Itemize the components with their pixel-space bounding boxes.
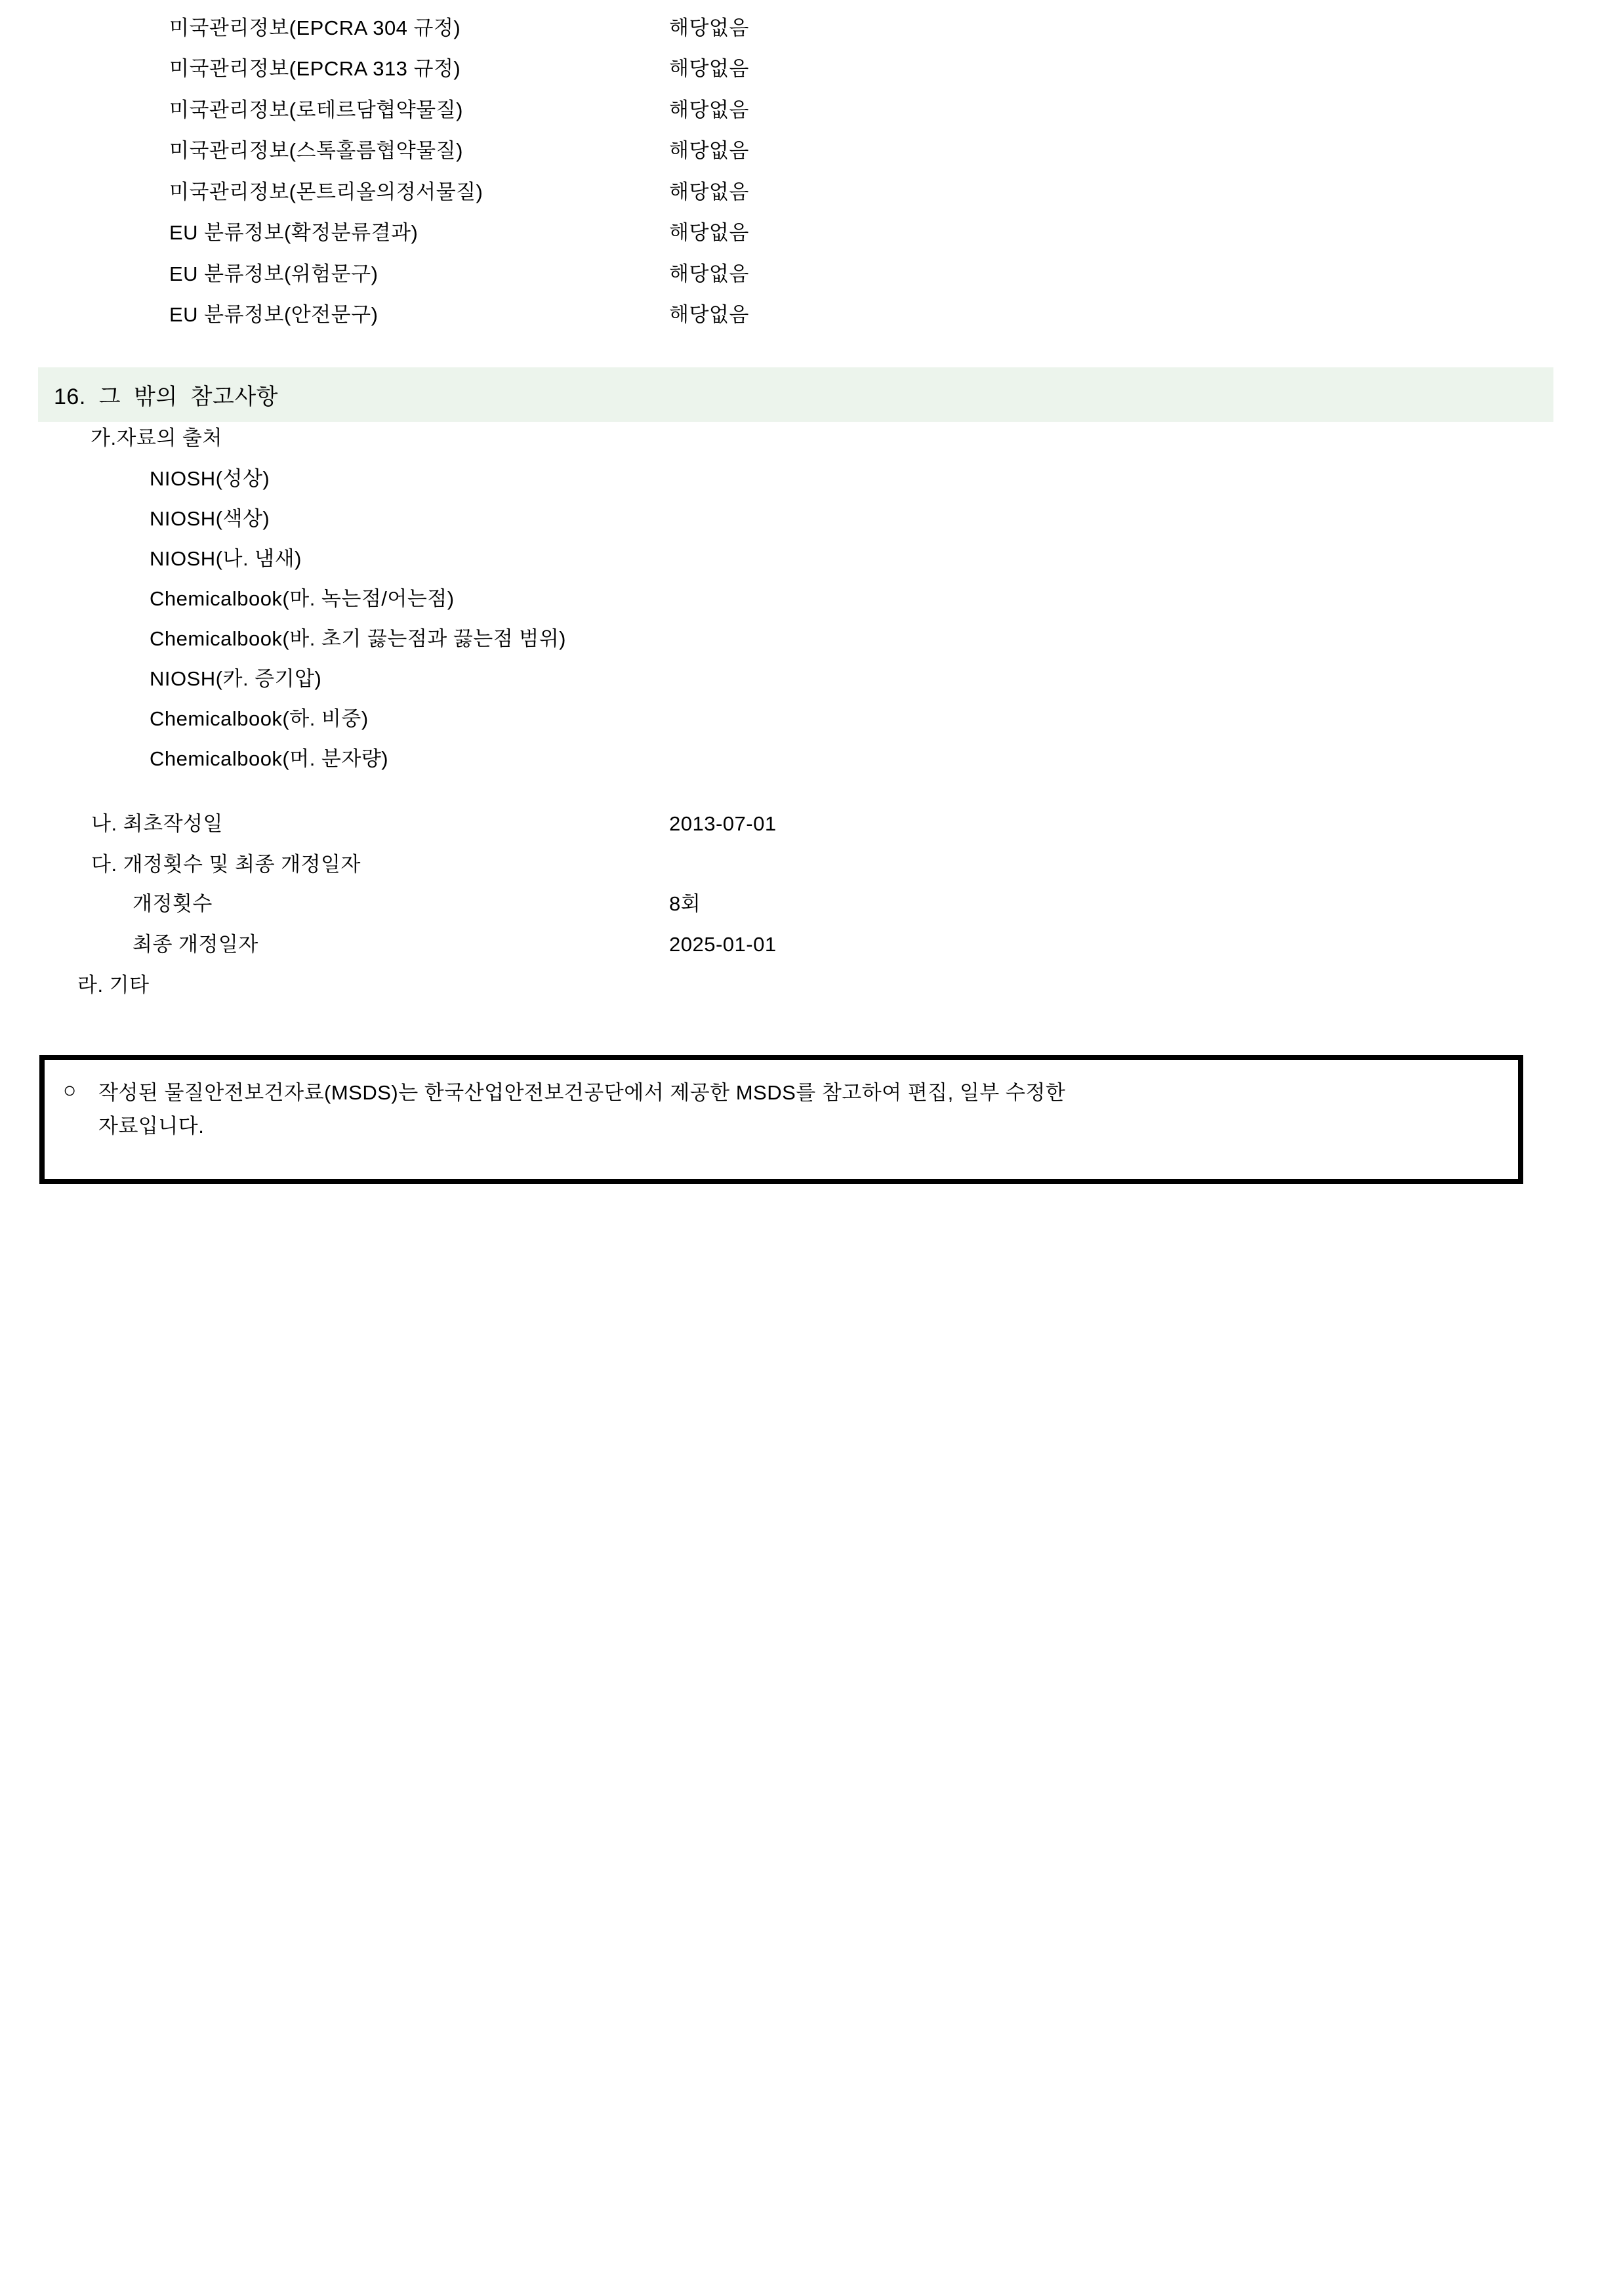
source-item: Chemicalbook(머. 분자량) (150, 747, 389, 770)
regulation-row-label: 미국관리정보(EPCRA 304 규정) (169, 16, 461, 39)
section-16-title: 16. 그 밖의 참고사항 (54, 384, 279, 409)
source-item: NIOSH(성상) (150, 467, 270, 490)
section-16-header-bar (38, 367, 1553, 422)
subsection-b-label: 나. 최초작성일 (91, 812, 223, 835)
regulation-row-value: 해당없음 (669, 221, 749, 244)
regulation-row-value: 해당없음 (669, 57, 749, 80)
regulation-row-label: EU 분류정보(위험문구) (169, 262, 379, 285)
regulation-row-label: 미국관리정보(몬트리올의정서물질) (169, 180, 483, 203)
disclaimer-line-1: 작성된 물질안전보건자료(MSDS)는 한국산업안전보건공단에서 제공한 MSDS를 참고하여 편집, 일부 수정한 (98, 1081, 1066, 1104)
regulation-row-label: 미국관리정보(스톡홀름협약물질) (169, 139, 463, 162)
msds-disclaimer-box (39, 1055, 1523, 1184)
regulation-row-value: 해당없음 (669, 139, 749, 162)
subsection-d-label: 라. 기타 (77, 974, 150, 996)
regulation-row-label: EU 분류정보(안전문구) (169, 303, 379, 326)
source-item: Chemicalbook(하. 비중) (150, 707, 369, 730)
source-item: NIOSH(나. 냄새) (150, 547, 302, 570)
source-item: NIOSH(카. 증기압) (150, 667, 322, 690)
regulation-row-value: 해당없음 (669, 98, 749, 121)
regulation-row-value: 해당없음 (669, 16, 749, 39)
source-item: NIOSH(색상) (150, 507, 270, 530)
source-item: Chemicalbook(바. 초기 끓는점과 끓는점 범위) (150, 627, 566, 650)
revision-count-value: 8회 (669, 892, 701, 915)
regulation-row-value: 해당없음 (669, 303, 749, 326)
source-item: Chemicalbook(마. 녹는점/어는점) (150, 587, 455, 610)
regulation-row-label: 미국관리정보(EPCRA 313 규정) (169, 57, 461, 80)
first-written-date: 2013-07-01 (669, 812, 777, 835)
regulation-row-value: 해당없음 (669, 262, 749, 285)
circle-bullet-icon: ○ (63, 1078, 77, 1103)
disclaimer-text (98, 1076, 1065, 1143)
regulation-row-label: 미국관리정보(로테르담협약물질) (169, 98, 463, 121)
regulation-row-label: EU 분류정보(확정분류결과) (169, 221, 419, 244)
last-revision-date-label: 최종 개정일자 (133, 933, 258, 956)
revision-count-label: 개정횟수 (133, 892, 213, 915)
disclaimer-line-2: 자료입니다. (98, 1115, 205, 1138)
last-revision-date-value: 2025-01-01 (669, 933, 777, 956)
subsection-c-label: 다. 개정횟수 및 최종 개정일자 (91, 853, 361, 876)
subsection-a-label: 가.자료의 출처 (91, 426, 222, 449)
regulation-row-value: 해당없음 (669, 180, 749, 203)
